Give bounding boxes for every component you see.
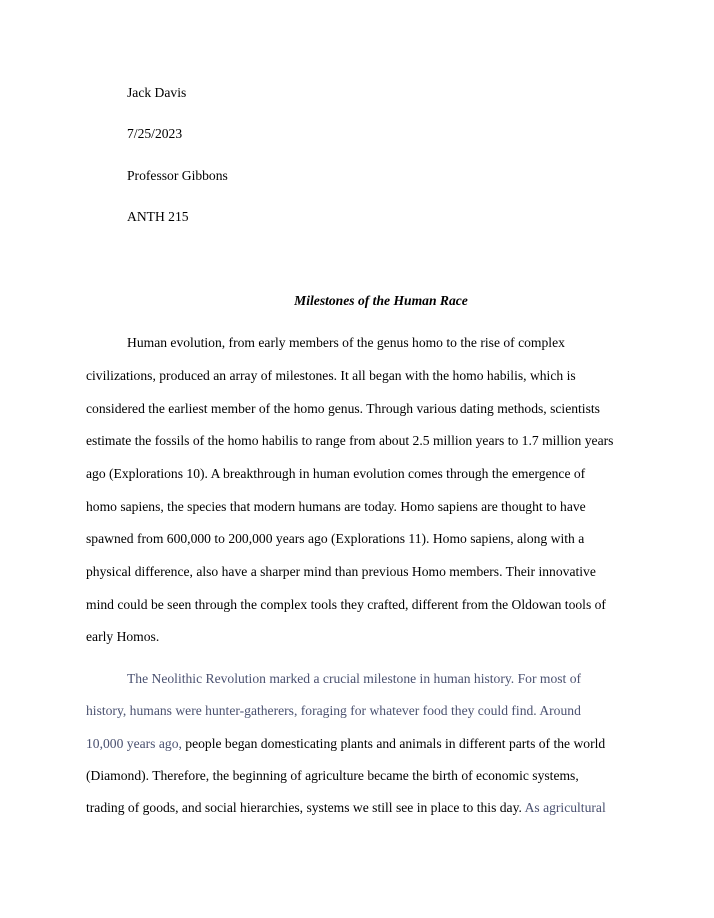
course-code: ANTH 215: [127, 209, 189, 224]
paragraph-2-line: [86, 734, 605, 754]
author-name: Jack Davis: [127, 85, 187, 100]
paragraph-2-muted-span: As agricultural: [524, 800, 606, 815]
paragraph-1-line: considered the earliest member of the homo genus. Through various dating methods, scientists: [86, 401, 600, 416]
paragraph-1-line: mind could be seen through the complex tools they crafted, different from the Oldowan tools of: [86, 597, 606, 612]
paragraph-1-line: early Homos.: [86, 629, 160, 644]
paragraph-1-line: Human evolution, from early members of the genus homo to the rise of complex: [127, 335, 565, 350]
paragraph-2-line: (Diamond). Therefore, the beginning of agriculture became the birth of economic systems,: [86, 768, 579, 783]
paragraph-2-line: The Neolithic Revolution marked a crucial milestone in human history. For most of: [127, 671, 582, 686]
paragraph-1-line: estimate the fossils of the homo habilis to range from about 2.5 million years to 1.7 million years: [86, 433, 614, 448]
paragraph-1-line: civilizations, produced an array of milestones. It all began with the homo habilis, which is: [86, 368, 576, 383]
essay-title: Milestones of the Human Race: [294, 293, 468, 308]
paragraph-2-line: [86, 798, 606, 818]
paragraph-2-text-span: trading of goods, and social hierarchies, systems we still see in place to this day.: [86, 800, 525, 815]
paragraph-1-line: spawned from 600,000 to 200,000 years ago (Explorations 11). Homo sapiens, along with a: [86, 531, 585, 546]
paragraph-2-text-span: people began domesticating plants and animals in different parts of the world: [185, 736, 606, 751]
paragraph-2-muted-span: 10,000 years ago,: [86, 736, 186, 751]
paragraph-1-line: physical difference, also have a sharper mind than previous Homo members. Their innovative: [86, 564, 596, 579]
paragraph-1-line: homo sapiens, the species that modern humans are today. Homo sapiens are thought to have: [86, 499, 586, 514]
paragraph-2-line: history, humans were hunter-gatherers, foraging for whatever food they could find. Around: [86, 703, 581, 718]
date: 7/25/2023: [127, 126, 183, 141]
paragraph-1-line: ago (Explorations 10). A breakthrough in human evolution comes through the emergence of: [86, 466, 586, 481]
professor-name: Professor Gibbons: [127, 168, 228, 183]
